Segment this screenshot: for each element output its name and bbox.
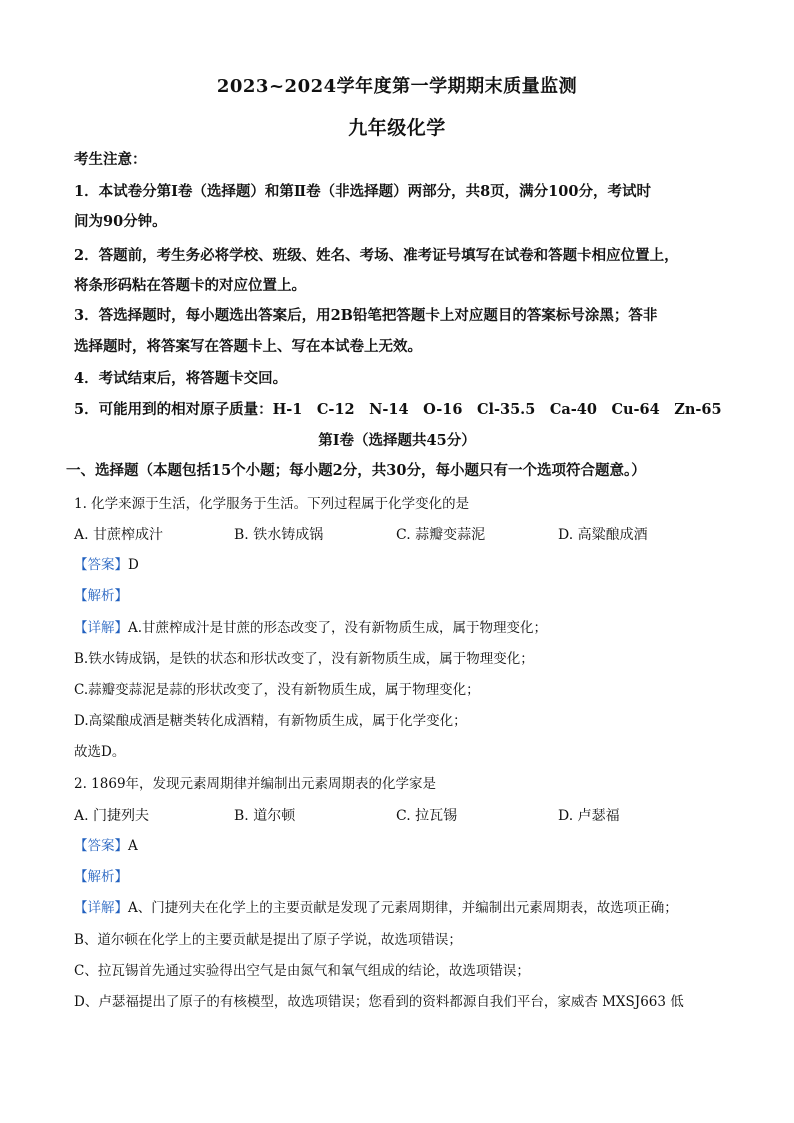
q1-analysis-tag: 【解析】 [74,588,128,604]
notice-heading: 考生注意： [74,151,147,168]
q2-detail-line-3: C、拉瓦锡首先通过实验得出空气是由氮气和氧气组成的结论，故选项错误； [74,963,530,979]
q1-answer-value: D [128,557,139,573]
q2-detail-line-1 [74,898,734,918]
q2-option-c: C. 拉瓦锡 [396,808,458,824]
q1-option-b: B. 铁水铸成锅 [234,527,324,543]
q1-answer-tag: 【答案】 [74,557,128,573]
q2-option-a: A. 门捷列夫 [74,808,150,824]
q2-option-d: D. 卢瑟福 [558,808,620,824]
q1-detail-tag: 【详解】 [74,620,128,636]
exam-subtitle: 九年级化学 [348,117,446,139]
q2-analysis [74,867,734,887]
q1-analysis [74,586,734,606]
notice-line-7: 4．考试结束后，将答题卡交回。 [74,370,288,387]
q2-answer [74,836,734,856]
q1-option-a: A. 甘蔗榨成汁 [74,527,164,543]
q2-detail-line-4: D、卢瑟福提出了原子的有核模型，故选项错误；您看到的资料都源自我们平台，家威杏 MXSJ663 低 [74,994,684,1010]
notice-line-2: 间为90分钟。 [74,213,167,230]
notice-line-8: 5．可能用到的相对原子质量：H-1 C-12 N-14 O-16 Cl-35.5 Ca-40 Cu-64 Zn-65 [74,401,722,418]
notice-line-1: 1．本试卷分第Ⅰ卷（选择题）和第Ⅱ卷（非选择题）两部分，共8页，满分100分，考试时 [74,183,651,200]
q1-detail-text-1: A.甘蔗榨成汁是甘蔗的形态改变了，没有新物质生成，属于物理变化； [128,620,548,636]
q1-answer [74,555,734,575]
exam-title: 2023~2024学年度第一学期期末质量监测 [216,76,578,97]
section-title: 第Ⅰ卷（选择题共45分） [318,432,476,449]
q2-stem: 2. 1869年，发现元素周期律并编制出元素周期表的化学家是 [74,776,437,792]
q1-option-d: D. 高粱酿成酒 [558,527,648,543]
q2-detail-line-2: B、道尔顿在化学上的主要贡献是提出了原子学说，故选项错误； [74,932,462,948]
q2-option-b: B. 道尔顿 [234,808,296,824]
section-part: 一、选择题（本题包括15个小题；每小题2分，共30分，每小题只有一个选项符合题意。） [66,462,646,479]
q2-answer-tag: 【答案】 [74,838,128,854]
q2-detail-tag: 【详解】 [74,900,128,916]
q1-option-c: C. 蒜瓣变蒜泥 [396,527,486,543]
notice-line-3: 2．答题前，考生务必将学校、班级、姓名、考场、准考证号填写在试卷和答题卡相应位置上， [74,247,679,264]
q1-detail-line-2: B.铁水铸成锅，是铁的状态和形状改变了，没有新物质生成，属于物理变化； [74,651,534,667]
q1-detail-line-4: D.高粱酿成酒是糖类转化成酒精，有新物质生成，属于化学变化； [74,713,467,729]
q1-detail-line-3: C.蒜瓣变蒜泥是蒜的形状改变了，没有新物质生成，属于物理变化； [74,682,480,698]
q1-conclusion: 故选D。 [74,744,126,760]
q2-answer-value: A [128,838,138,854]
notice-line-6: 选择题时，将答案写在答题卡上、写在本试卷上无效。 [74,338,422,355]
q1-stem: 1. 化学来源于生活，化学服务于生活。下列过程属于化学变化的是 [74,496,470,512]
q1-detail-line-1 [74,618,734,638]
q2-detail-text-1: A、门捷列夫在化学上的主要贡献是发现了元素周期律，并编制出元素周期表，故选项正确； [128,900,678,916]
q2-analysis-tag: 【解析】 [74,869,128,885]
notice-line-5: 3．答选择题时，每小题选出答案后，用2B铅笔把答题卡上对应题目的答案标号涂黑；答非 [74,307,658,324]
notice-line-4: 将条形码粘在答题卡的对应位置上。 [74,277,306,294]
